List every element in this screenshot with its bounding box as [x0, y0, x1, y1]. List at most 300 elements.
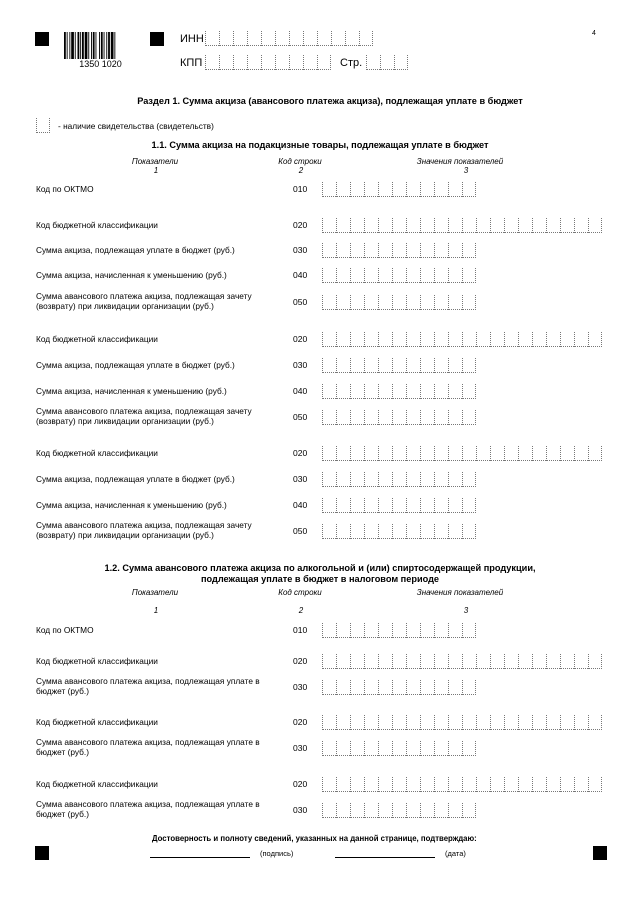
- input-cell[interactable]: [392, 268, 406, 283]
- input-cell[interactable]: [574, 446, 588, 461]
- value-field[interactable]: [322, 498, 476, 513]
- input-cell[interactable]: [546, 446, 560, 461]
- input-cell[interactable]: [434, 295, 448, 310]
- input-cell[interactable]: [462, 472, 476, 487]
- input-cell[interactable]: [406, 498, 420, 513]
- input-cell[interactable]: [364, 268, 378, 283]
- input-cell[interactable]: [336, 268, 350, 283]
- input-cell[interactable]: [406, 182, 420, 197]
- input-cell[interactable]: [448, 803, 462, 818]
- input-cell[interactable]: [378, 715, 392, 730]
- input-cell[interactable]: [448, 498, 462, 513]
- input-cell[interactable]: [392, 472, 406, 487]
- input-cell[interactable]: [336, 715, 350, 730]
- input-cell[interactable]: [322, 384, 336, 399]
- input-cell[interactable]: [406, 446, 420, 461]
- input-cell[interactable]: [336, 243, 350, 258]
- input-cell[interactable]: [350, 358, 364, 373]
- input-cell[interactable]: [420, 741, 434, 756]
- value-field[interactable]: [322, 182, 476, 197]
- input-cell[interactable]: [546, 715, 560, 730]
- input-cell[interactable]: [462, 654, 476, 669]
- input-cell[interactable]: [462, 680, 476, 695]
- input-cell[interactable]: [219, 55, 233, 70]
- input-cell[interactable]: [462, 446, 476, 461]
- input-cell[interactable]: [392, 524, 406, 539]
- input-cell[interactable]: [350, 741, 364, 756]
- input-cell[interactable]: [574, 332, 588, 347]
- input-cell[interactable]: [336, 384, 350, 399]
- input-cell[interactable]: [322, 803, 336, 818]
- input-cell[interactable]: [532, 777, 546, 792]
- input-cell[interactable]: [406, 243, 420, 258]
- input-cell[interactable]: [560, 218, 574, 233]
- input-cell[interactable]: [380, 55, 394, 70]
- input-cell[interactable]: [322, 498, 336, 513]
- input-cell[interactable]: [205, 31, 219, 46]
- input-cell[interactable]: [378, 524, 392, 539]
- input-cell[interactable]: [420, 218, 434, 233]
- input-cell[interactable]: [350, 498, 364, 513]
- input-cell[interactable]: [364, 524, 378, 539]
- input-cell[interactable]: [420, 777, 434, 792]
- input-cell[interactable]: [392, 715, 406, 730]
- input-cell[interactable]: [462, 295, 476, 310]
- input-cell[interactable]: [532, 446, 546, 461]
- input-cell[interactable]: [518, 715, 532, 730]
- inn-field[interactable]: [205, 31, 373, 46]
- input-cell[interactable]: [518, 777, 532, 792]
- input-cell[interactable]: [364, 295, 378, 310]
- input-cell[interactable]: [546, 654, 560, 669]
- input-cell[interactable]: [434, 243, 448, 258]
- input-cell[interactable]: [350, 218, 364, 233]
- input-cell[interactable]: [364, 803, 378, 818]
- certificate-checkbox[interactable]: [36, 118, 50, 133]
- input-cell[interactable]: [448, 715, 462, 730]
- input-cell[interactable]: [448, 243, 462, 258]
- input-cell[interactable]: [574, 715, 588, 730]
- input-cell[interactable]: [289, 31, 303, 46]
- input-cell[interactable]: [350, 680, 364, 695]
- input-cell[interactable]: [392, 741, 406, 756]
- input-cell[interactable]: [532, 654, 546, 669]
- input-cell[interactable]: [462, 218, 476, 233]
- input-cell[interactable]: [378, 182, 392, 197]
- input-cell[interactable]: [462, 524, 476, 539]
- input-cell[interactable]: [448, 358, 462, 373]
- input-cell[interactable]: [378, 472, 392, 487]
- input-cell[interactable]: [366, 55, 380, 70]
- input-cell[interactable]: [448, 680, 462, 695]
- input-cell[interactable]: [490, 715, 504, 730]
- input-cell[interactable]: [392, 410, 406, 425]
- value-field[interactable]: [322, 803, 476, 818]
- input-cell[interactable]: [247, 55, 261, 70]
- input-cell[interactable]: [364, 472, 378, 487]
- input-cell[interactable]: [350, 623, 364, 638]
- input-cell[interactable]: [317, 31, 331, 46]
- input-cell[interactable]: [336, 498, 350, 513]
- value-field[interactable]: [322, 680, 476, 695]
- input-cell[interactable]: [462, 358, 476, 373]
- input-cell[interactable]: [364, 446, 378, 461]
- input-cell[interactable]: [546, 218, 560, 233]
- input-cell[interactable]: [490, 654, 504, 669]
- input-cell[interactable]: [490, 218, 504, 233]
- input-cell[interactable]: [560, 446, 574, 461]
- input-cell[interactable]: [322, 623, 336, 638]
- input-cell[interactable]: [406, 777, 420, 792]
- input-cell[interactable]: [476, 218, 490, 233]
- input-cell[interactable]: [462, 498, 476, 513]
- input-cell[interactable]: [448, 268, 462, 283]
- input-cell[interactable]: [434, 524, 448, 539]
- input-cell[interactable]: [448, 295, 462, 310]
- input-cell[interactable]: [434, 182, 448, 197]
- input-cell[interactable]: [392, 295, 406, 310]
- value-field[interactable]: [322, 741, 476, 756]
- input-cell[interactable]: [434, 472, 448, 487]
- value-field[interactable]: [322, 715, 602, 730]
- input-cell[interactable]: [233, 31, 247, 46]
- input-cell[interactable]: [406, 680, 420, 695]
- input-cell[interactable]: [392, 654, 406, 669]
- input-cell[interactable]: [420, 623, 434, 638]
- input-cell[interactable]: [378, 623, 392, 638]
- input-cell[interactable]: [462, 741, 476, 756]
- input-cell[interactable]: [518, 332, 532, 347]
- input-cell[interactable]: [448, 384, 462, 399]
- input-cell[interactable]: [392, 332, 406, 347]
- input-cell[interactable]: [462, 268, 476, 283]
- input-cell[interactable]: [364, 741, 378, 756]
- input-cell[interactable]: [392, 358, 406, 373]
- input-cell[interactable]: [420, 654, 434, 669]
- input-cell[interactable]: [378, 243, 392, 258]
- value-field[interactable]: [322, 218, 602, 233]
- input-cell[interactable]: [420, 472, 434, 487]
- input-cell[interactable]: [336, 524, 350, 539]
- input-cell[interactable]: [378, 803, 392, 818]
- input-cell[interactable]: [336, 182, 350, 197]
- input-cell[interactable]: [406, 384, 420, 399]
- input-cell[interactable]: [364, 243, 378, 258]
- input-cell[interactable]: [504, 777, 518, 792]
- input-cell[interactable]: [322, 268, 336, 283]
- input-cell[interactable]: [364, 218, 378, 233]
- input-cell[interactable]: [406, 741, 420, 756]
- input-cell[interactable]: [378, 410, 392, 425]
- input-cell[interactable]: [588, 218, 602, 233]
- input-cell[interactable]: [532, 332, 546, 347]
- input-cell[interactable]: [392, 243, 406, 258]
- input-cell[interactable]: [392, 777, 406, 792]
- input-cell[interactable]: [322, 358, 336, 373]
- value-field[interactable]: [322, 268, 476, 283]
- input-cell[interactable]: [434, 654, 448, 669]
- input-cell[interactable]: [420, 182, 434, 197]
- input-cell[interactable]: [476, 654, 490, 669]
- input-cell[interactable]: [490, 777, 504, 792]
- input-cell[interactable]: [364, 182, 378, 197]
- input-cell[interactable]: [233, 55, 247, 70]
- input-cell[interactable]: [275, 55, 289, 70]
- input-cell[interactable]: [420, 384, 434, 399]
- input-cell[interactable]: [574, 218, 588, 233]
- input-cell[interactable]: [560, 332, 574, 347]
- input-cell[interactable]: [406, 715, 420, 730]
- input-cell[interactable]: [322, 524, 336, 539]
- input-cell[interactable]: [303, 31, 317, 46]
- value-field[interactable]: [322, 446, 602, 461]
- input-cell[interactable]: [406, 410, 420, 425]
- input-cell[interactable]: [546, 777, 560, 792]
- input-cell[interactable]: [378, 295, 392, 310]
- input-cell[interactable]: [448, 524, 462, 539]
- input-cell[interactable]: [322, 182, 336, 197]
- input-cell[interactable]: [588, 332, 602, 347]
- input-cell[interactable]: [350, 524, 364, 539]
- value-field[interactable]: [322, 332, 602, 347]
- input-cell[interactable]: [336, 777, 350, 792]
- input-cell[interactable]: [394, 55, 408, 70]
- input-cell[interactable]: [336, 654, 350, 669]
- input-cell[interactable]: [588, 715, 602, 730]
- value-field[interactable]: [322, 524, 476, 539]
- input-cell[interactable]: [420, 803, 434, 818]
- input-cell[interactable]: [378, 680, 392, 695]
- input-cell[interactable]: [448, 182, 462, 197]
- input-cell[interactable]: [336, 295, 350, 310]
- input-cell[interactable]: [420, 524, 434, 539]
- input-cell[interactable]: [303, 55, 317, 70]
- input-cell[interactable]: [406, 472, 420, 487]
- input-cell[interactable]: [392, 803, 406, 818]
- input-cell[interactable]: [434, 680, 448, 695]
- input-cell[interactable]: [434, 268, 448, 283]
- kpp-field[interactable]: [205, 55, 331, 70]
- value-field[interactable]: [322, 777, 602, 792]
- input-cell[interactable]: [434, 218, 448, 233]
- input-cell[interactable]: [350, 182, 364, 197]
- input-cell[interactable]: [434, 498, 448, 513]
- input-cell[interactable]: [364, 623, 378, 638]
- input-cell[interactable]: [364, 384, 378, 399]
- input-cell[interactable]: [378, 777, 392, 792]
- input-cell[interactable]: [448, 777, 462, 792]
- input-cell[interactable]: [378, 498, 392, 513]
- input-cell[interactable]: [434, 715, 448, 730]
- input-cell[interactable]: [434, 384, 448, 399]
- input-cell[interactable]: [205, 55, 219, 70]
- input-cell[interactable]: [476, 446, 490, 461]
- input-cell[interactable]: [448, 654, 462, 669]
- input-cell[interactable]: [434, 446, 448, 461]
- input-cell[interactable]: [322, 218, 336, 233]
- input-cell[interactable]: [336, 741, 350, 756]
- input-cell[interactable]: [448, 218, 462, 233]
- input-cell[interactable]: [504, 446, 518, 461]
- input-cell[interactable]: [462, 243, 476, 258]
- input-cell[interactable]: [532, 218, 546, 233]
- input-cell[interactable]: [350, 410, 364, 425]
- input-cell[interactable]: [350, 654, 364, 669]
- input-cell[interactable]: [364, 358, 378, 373]
- input-cell[interactable]: [350, 243, 364, 258]
- input-cell[interactable]: [350, 777, 364, 792]
- input-cell[interactable]: [406, 524, 420, 539]
- input-cell[interactable]: [504, 654, 518, 669]
- value-field[interactable]: [322, 472, 476, 487]
- input-cell[interactable]: [378, 384, 392, 399]
- page-number-field[interactable]: [366, 55, 408, 70]
- input-cell[interactable]: [434, 803, 448, 818]
- input-cell[interactable]: [378, 741, 392, 756]
- input-cell[interactable]: [336, 332, 350, 347]
- input-cell[interactable]: [350, 446, 364, 461]
- input-cell[interactable]: [322, 654, 336, 669]
- input-cell[interactable]: [546, 332, 560, 347]
- input-cell[interactable]: [406, 218, 420, 233]
- input-cell[interactable]: [247, 31, 261, 46]
- input-cell[interactable]: [317, 55, 331, 70]
- input-cell[interactable]: [462, 715, 476, 730]
- input-cell[interactable]: [359, 31, 373, 46]
- input-cell[interactable]: [322, 741, 336, 756]
- value-field[interactable]: [322, 654, 602, 669]
- input-cell[interactable]: [434, 410, 448, 425]
- input-cell[interactable]: [275, 31, 289, 46]
- input-cell[interactable]: [378, 332, 392, 347]
- value-field[interactable]: [322, 384, 476, 399]
- input-cell[interactable]: [420, 680, 434, 695]
- input-cell[interactable]: [364, 715, 378, 730]
- input-cell[interactable]: [392, 384, 406, 399]
- input-cell[interactable]: [560, 715, 574, 730]
- input-cell[interactable]: [378, 654, 392, 669]
- input-cell[interactable]: [378, 446, 392, 461]
- input-cell[interactable]: [462, 182, 476, 197]
- input-cell[interactable]: [336, 446, 350, 461]
- input-cell[interactable]: [289, 55, 303, 70]
- input-cell[interactable]: [378, 268, 392, 283]
- input-cell[interactable]: [518, 446, 532, 461]
- input-cell[interactable]: [261, 31, 275, 46]
- input-cell[interactable]: [420, 715, 434, 730]
- input-cell[interactable]: [420, 446, 434, 461]
- input-cell[interactable]: [322, 295, 336, 310]
- input-cell[interactable]: [364, 654, 378, 669]
- input-cell[interactable]: [406, 332, 420, 347]
- input-cell[interactable]: [462, 803, 476, 818]
- input-cell[interactable]: [322, 446, 336, 461]
- input-cell[interactable]: [490, 446, 504, 461]
- input-cell[interactable]: [462, 623, 476, 638]
- input-cell[interactable]: [350, 384, 364, 399]
- input-cell[interactable]: [462, 410, 476, 425]
- input-cell[interactable]: [420, 268, 434, 283]
- input-cell[interactable]: [434, 741, 448, 756]
- input-cell[interactable]: [364, 777, 378, 792]
- input-cell[interactable]: [406, 803, 420, 818]
- value-field[interactable]: [322, 623, 476, 638]
- input-cell[interactable]: [434, 777, 448, 792]
- input-cell[interactable]: [560, 777, 574, 792]
- input-cell[interactable]: [378, 358, 392, 373]
- input-cell[interactable]: [364, 410, 378, 425]
- input-cell[interactable]: [420, 295, 434, 310]
- input-cell[interactable]: [322, 410, 336, 425]
- input-cell[interactable]: [434, 358, 448, 373]
- input-cell[interactable]: [350, 268, 364, 283]
- input-cell[interactable]: [448, 446, 462, 461]
- input-cell[interactable]: [336, 410, 350, 425]
- input-cell[interactable]: [350, 715, 364, 730]
- input-cell[interactable]: [406, 623, 420, 638]
- input-cell[interactable]: [448, 332, 462, 347]
- value-field[interactable]: [322, 410, 476, 425]
- input-cell[interactable]: [350, 472, 364, 487]
- date-line[interactable]: [335, 857, 435, 858]
- input-cell[interactable]: [392, 218, 406, 233]
- input-cell[interactable]: [219, 31, 233, 46]
- input-cell[interactable]: [322, 332, 336, 347]
- input-cell[interactable]: [392, 623, 406, 638]
- input-cell[interactable]: [261, 55, 275, 70]
- input-cell[interactable]: [392, 498, 406, 513]
- input-cell[interactable]: [420, 332, 434, 347]
- input-cell[interactable]: [350, 803, 364, 818]
- value-field[interactable]: [322, 295, 476, 310]
- signature-line[interactable]: [150, 857, 250, 858]
- input-cell[interactable]: [322, 472, 336, 487]
- input-cell[interactable]: [406, 654, 420, 669]
- input-cell[interactable]: [392, 680, 406, 695]
- input-cell[interactable]: [406, 358, 420, 373]
- input-cell[interactable]: [518, 218, 532, 233]
- input-cell[interactable]: [448, 472, 462, 487]
- input-cell[interactable]: [448, 623, 462, 638]
- input-cell[interactable]: [588, 446, 602, 461]
- input-cell[interactable]: [420, 243, 434, 258]
- input-cell[interactable]: [476, 332, 490, 347]
- value-field[interactable]: [322, 358, 476, 373]
- input-cell[interactable]: [504, 715, 518, 730]
- input-cell[interactable]: [392, 446, 406, 461]
- input-cell[interactable]: [420, 410, 434, 425]
- input-cell[interactable]: [462, 332, 476, 347]
- input-cell[interactable]: [378, 218, 392, 233]
- input-cell[interactable]: [448, 410, 462, 425]
- input-cell[interactable]: [588, 654, 602, 669]
- input-cell[interactable]: [406, 295, 420, 310]
- input-cell[interactable]: [322, 243, 336, 258]
- input-cell[interactable]: [336, 680, 350, 695]
- input-cell[interactable]: [392, 182, 406, 197]
- input-cell[interactable]: [504, 332, 518, 347]
- input-cell[interactable]: [462, 384, 476, 399]
- input-cell[interactable]: [476, 715, 490, 730]
- input-cell[interactable]: [462, 777, 476, 792]
- input-cell[interactable]: [336, 218, 350, 233]
- input-cell[interactable]: [336, 803, 350, 818]
- input-cell[interactable]: [322, 715, 336, 730]
- input-cell[interactable]: [588, 777, 602, 792]
- input-cell[interactable]: [322, 680, 336, 695]
- input-cell[interactable]: [36, 118, 50, 133]
- input-cell[interactable]: [532, 715, 546, 730]
